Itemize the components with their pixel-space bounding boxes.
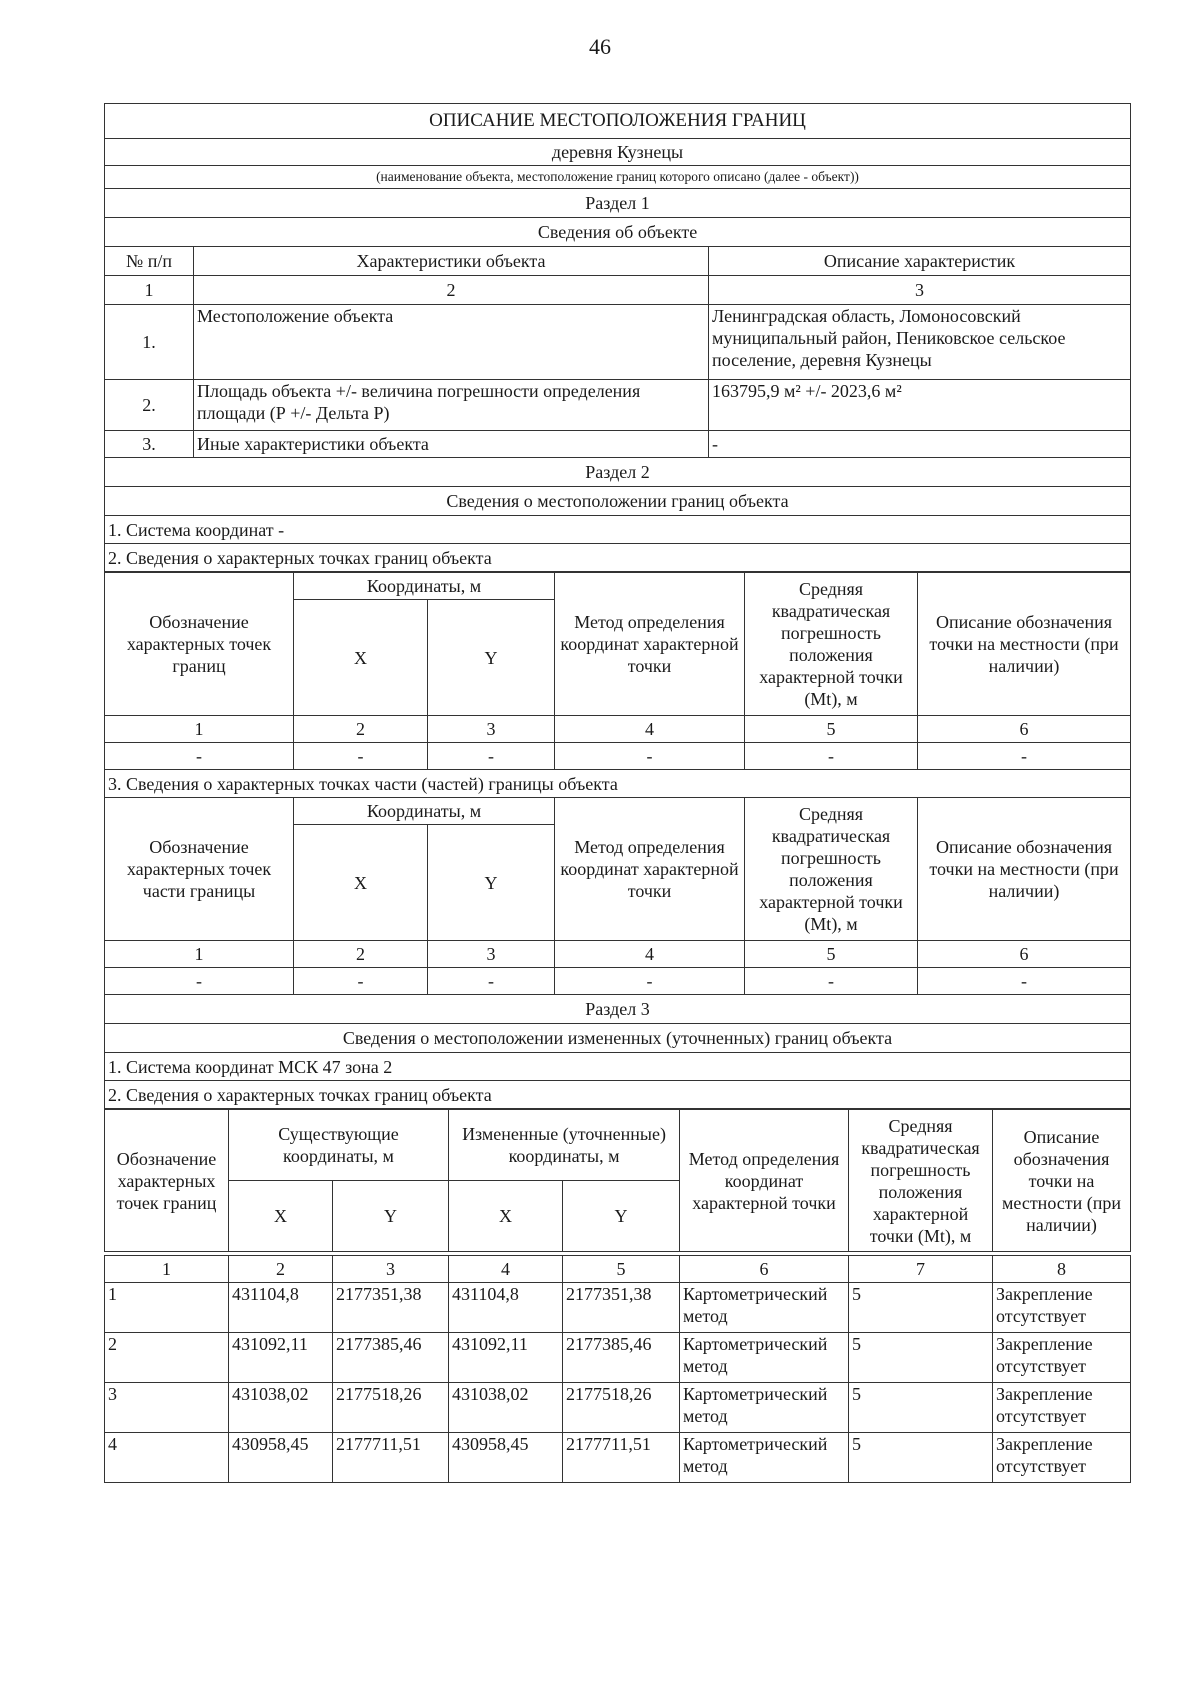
- error: 5: [849, 1283, 993, 1333]
- header-existing-y: Y: [333, 1181, 449, 1252]
- boundary-description-document: [104, 103, 1131, 1483]
- existing-x: 431092,11: [229, 1333, 333, 1383]
- point-description: Закрепление отсутствует: [993, 1383, 1131, 1433]
- cell: -: [428, 743, 555, 770]
- section2-title: Раздел 2: [105, 458, 1131, 487]
- existing-y: 2177518,26: [333, 1383, 449, 1433]
- cell: -: [294, 968, 428, 995]
- col-number: 3: [428, 941, 555, 968]
- col-number: 2: [294, 941, 428, 968]
- point-designation: 3: [105, 1383, 229, 1433]
- header-designation: Обозначение характерных точек границ: [105, 573, 294, 716]
- changed-x: 431038,02: [449, 1383, 563, 1433]
- table-row: [105, 1433, 1131, 1483]
- row-description: -: [709, 431, 1131, 458]
- col-number: 3: [709, 276, 1131, 305]
- col-number: 6: [918, 716, 1131, 743]
- header-y: Y: [428, 600, 555, 716]
- row-description: 163795,9 м² +/- 2023,6 м²: [709, 380, 1131, 431]
- cell: -: [745, 968, 918, 995]
- section3-coord-system: 1. Система координат МСК 47 зона 2: [105, 1053, 1131, 1081]
- error: 5: [849, 1383, 993, 1433]
- col-number: 7: [849, 1256, 993, 1283]
- header-error: Средняя квадратическая погрешность положения характерной точки (Mt), м: [745, 573, 918, 716]
- header-coordinates: Координаты, м: [294, 798, 555, 825]
- point-designation: 2: [105, 1333, 229, 1383]
- section2-points-title: 2. Сведения о характерных точках границ объекта: [105, 544, 1131, 572]
- header-y: Y: [428, 825, 555, 941]
- header-coordinates: Координаты, м: [294, 573, 555, 600]
- point-description: Закрепление отсутствует: [993, 1333, 1131, 1383]
- col-number: 3: [333, 1256, 449, 1283]
- cell: -: [918, 743, 1131, 770]
- method: Картометрический метод: [680, 1433, 849, 1483]
- header-error: Средняя квадратическая погрешность положения характерной точки (Mt), м: [745, 798, 918, 941]
- section3-points-title: 2. Сведения о характерных точках границ объекта: [105, 1081, 1131, 1109]
- col-number: 2: [194, 276, 709, 305]
- table-row: [105, 1383, 1131, 1433]
- col-number: 6: [680, 1256, 849, 1283]
- col-number: 5: [563, 1256, 680, 1283]
- col-number: 4: [449, 1256, 563, 1283]
- row-characteristic: Местоположение объекта: [194, 305, 709, 380]
- col-number: 2: [229, 1256, 333, 1283]
- method: Картометрический метод: [680, 1333, 849, 1383]
- point-description: Закрепление отсутствует: [993, 1283, 1131, 1333]
- row-characteristic: Иные характеристики объекта: [194, 431, 709, 458]
- table-row: [105, 743, 1131, 770]
- header-designation: Обозначение характерных точек границ: [105, 1110, 229, 1252]
- header-changed-x: X: [449, 1181, 563, 1252]
- col-number: 5: [745, 716, 918, 743]
- row-num: 1.: [105, 305, 194, 380]
- table-row: [105, 431, 1131, 458]
- row-num: 3.: [105, 431, 194, 458]
- header-method: Метод определения координат характерной точки: [680, 1110, 849, 1252]
- table-row: [105, 968, 1131, 995]
- header-existing-x: X: [229, 1181, 333, 1252]
- changed-x: 430958,45: [449, 1433, 563, 1483]
- section3-header-table: [104, 1109, 1131, 1252]
- header-error: Средняя квадратическая погрешность положения характерной точки (Mt), м: [849, 1110, 993, 1252]
- method: Картометрический метод: [680, 1283, 849, 1333]
- changed-y: 2177351,38: [563, 1283, 680, 1333]
- section3-subtitle: Сведения о местоположении измененных (уточненных) границ объекта: [105, 1024, 1131, 1053]
- cell: -: [105, 743, 294, 770]
- object-name: деревня Кузнецы: [105, 139, 1131, 166]
- col-number: 4: [555, 941, 745, 968]
- cell: -: [918, 968, 1131, 995]
- header-designation: Обозначение характерных точек части границы: [105, 798, 294, 941]
- changed-x: 431092,11: [449, 1333, 563, 1383]
- header-description: Описание обозначения точки на местности (при наличии): [918, 573, 1131, 716]
- section2-parts-title: 3. Сведения о характерных точках части (частей) границы объекта: [105, 770, 1131, 798]
- header-changed-coordinates: Измененные (уточненные) координаты, м: [449, 1110, 680, 1181]
- col-number: 1: [105, 941, 294, 968]
- header-description: Описание обозначения точки на местности (при наличии): [993, 1110, 1131, 1252]
- col-number: 1: [105, 716, 294, 743]
- existing-x: 430958,45: [229, 1433, 333, 1483]
- col-header-description: Описание характеристик: [709, 247, 1131, 276]
- col-number: 3: [428, 716, 555, 743]
- col-number: 1: [105, 1256, 229, 1283]
- header-x: X: [294, 825, 428, 941]
- changed-y: 2177711,51: [563, 1433, 680, 1483]
- error: 5: [849, 1333, 993, 1383]
- header-existing-coordinates: Существующие координаты, м: [229, 1110, 449, 1181]
- object-caption: (наименование объекта, местоположение границ которого описано (далее - объект)): [105, 166, 1131, 189]
- point-description: Закрепление отсутствует: [993, 1433, 1131, 1483]
- section2-coord-system: 1. Система координат -: [105, 516, 1131, 544]
- cell: -: [294, 743, 428, 770]
- changed-y: 2177385,46: [563, 1333, 680, 1383]
- row-characteristic: Площадь объекта +/- величина погрешности определения площади (Р +/- Дельта Р): [194, 380, 709, 431]
- section1-title: Раздел 1: [105, 189, 1131, 218]
- section2-points-table: [104, 572, 1131, 1109]
- col-header-characteristic: Характеристики объекта: [194, 247, 709, 276]
- document-title: ОПИСАНИЕ МЕСТОПОЛОЖЕНИЯ ГРАНИЦ: [105, 104, 1131, 139]
- existing-y: 2177351,38: [333, 1283, 449, 1333]
- existing-y: 2177385,46: [333, 1333, 449, 1383]
- point-designation: 4: [105, 1433, 229, 1483]
- cell: -: [555, 743, 745, 770]
- header-x: X: [294, 600, 428, 716]
- col-number: 5: [745, 941, 918, 968]
- changed-y: 2177518,26: [563, 1383, 680, 1433]
- error: 5: [849, 1433, 993, 1483]
- cell: -: [745, 743, 918, 770]
- method: Картометрический метод: [680, 1383, 849, 1433]
- section2-subtitle: Сведения о местоположении границ объекта: [105, 487, 1131, 516]
- page-number: 46: [589, 34, 611, 59]
- section3-title: Раздел 3: [105, 995, 1131, 1024]
- cell: -: [555, 968, 745, 995]
- col-number: 2: [294, 716, 428, 743]
- section1-table: [104, 103, 1131, 572]
- col-number: 8: [993, 1256, 1131, 1283]
- header-description: Описание обозначения точки на местности (при наличии): [918, 798, 1131, 941]
- section3-points-table: [104, 1255, 1131, 1483]
- cell: -: [105, 968, 294, 995]
- existing-x: 431104,8: [229, 1283, 333, 1333]
- col-number: 4: [555, 716, 745, 743]
- table-row: [105, 380, 1131, 431]
- row-num: 2.: [105, 380, 194, 431]
- changed-x: 431104,8: [449, 1283, 563, 1333]
- row-description: Ленинградская область, Ломоносовский муниципальный район, Пениковское сельское поселение, деревня Кузнецы: [709, 305, 1131, 380]
- existing-x: 431038,02: [229, 1383, 333, 1433]
- col-number: 6: [918, 941, 1131, 968]
- col-number: 1: [105, 276, 194, 305]
- header-method: Метод определения координат характерной точки: [555, 798, 745, 941]
- existing-y: 2177711,51: [333, 1433, 449, 1483]
- table-row: [105, 305, 1131, 380]
- section1-subtitle: Сведения об объекте: [105, 218, 1131, 247]
- table-row: [105, 1333, 1131, 1383]
- point-designation: 1: [105, 1283, 229, 1333]
- cell: -: [428, 968, 555, 995]
- col-header-num: № п/п: [105, 247, 194, 276]
- header-method: Метод определения координат характерной точки: [555, 573, 745, 716]
- header-changed-y: Y: [563, 1181, 680, 1252]
- table-row: [105, 1283, 1131, 1333]
